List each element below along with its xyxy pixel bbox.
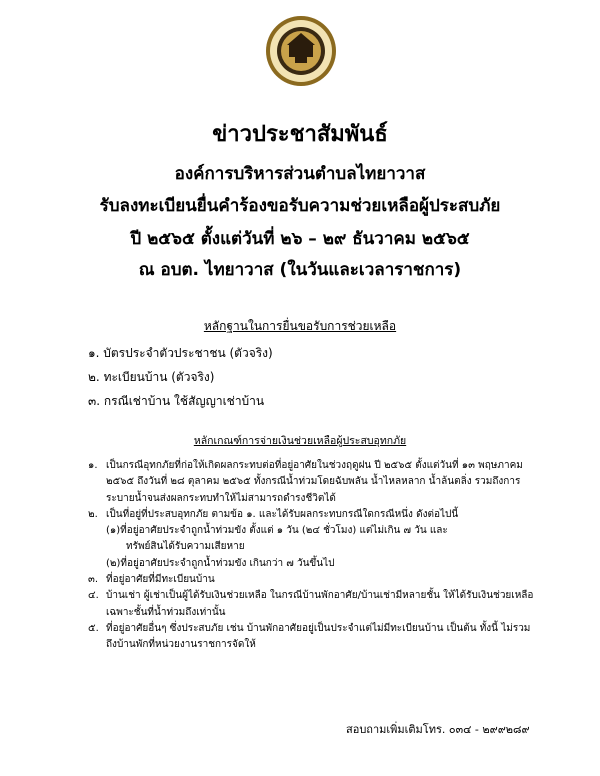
list-item: ๔. บ้านเช่า ผู้เช่าเป็นผู้ได้รับเงินช่วยเหลือ ในกรณีบ้านพักอาศัย/บ้านเช่ามีหลายชั้น ให้ได้รับเงินช่วยเหลือเฉพาะชั้นที่น้ำท่วมถึงเท่านั้น [88,590,534,618]
criteria-section-title: หลักเกณฑ์การจ่ายเงินช่วยเหลือผู้ประสบอุทกภัย [193,435,407,447]
seal-icon [265,15,337,87]
documents-section-title: หลักฐานในการยื่นขอรับการช่วยเหลือ [203,319,397,333]
announcement-subject: รับลงทะเบียนยื่นคำร้องขอรับความช่วยเหลือผู้ประสบภัย [99,196,501,216]
list-item: ๓. กรณีเช่าบ้าน ใช้สัญญาเช่าบ้าน [88,394,265,408]
list-sub-item: (๑)ที่อยู่อาศัยประจำถูกน้ำท่วมขัง ตั้งแต่ ๑ วัน (๒๔ ชั่วโมง) แต่ไม่เกิน ๗ วัน และ [106,525,448,537]
list-item: ๒. ทะเบียนบ้าน (ตัวจริง) [88,370,215,384]
list-sub-item: ทรัพย์สินได้รับความเสียหาย [126,541,245,553]
list-item: ๑. เป็นกรณีอุทกภัยที่ก่อให้เกิดผลกระทบต่อที่อยู่อาศัยในช่วงฤดูฝน ปี ๒๕๖๕ ตั้งแต่วันที่ ๑๓ พฤษภาคม ๒๕๖๕ ถึงวันที่ ๒๘ ตุลาคม ๒๕๖๕ ทั้งกรณีน้ำท่วมโดยฉับพลัน น้ำไหลหลาก น้ำล้นตลิ่ง รวมถึงการระบายน้ำจนส่งผลกระทบทำให้ไม่สามารถดำรงชีวิตได้ [88,460,523,504]
organization-name: องค์การบริหารส่วนตำบลไทยาวาส [174,164,426,184]
criteria-list [88,458,538,654]
list-item: ๓. ที่อยู่อาศัยที่มีทะเบียนบ้าน [88,574,215,586]
contact-phone: สอบถามเพิ่มเติมโทร. ๐๓๔ - ๒๙๙๒๘๙ [346,723,530,736]
announcement-location: ณ อบต. ไทยาวาส (ในวันและเวลาราชการ) [138,260,462,280]
announcement-dates: ปี ๒๕๖๕ ตั้งแต่วันที่ ๒๖ – ๒๙ ธันวาคม ๒๕๖๕ [130,229,470,249]
list-item: ๕. ที่อยู่อาศัยอื่นๆ ซึ่งประสบภัย เช่น บ้านพักอาศัยอยู่เป็นประจำแต่ไม่มีทะเบียนบ้าน เป็นต้น ทั้งนี้ ไม่รวมถึงบ้านพักที่หน่วยงานราชการจัดให้ [88,622,531,651]
announcement-title: ข่าวประชาสัมพันธ์ [212,122,388,147]
list-item: ๑. บัตรประจำตัวประชาชน (ตัวจริง) [88,346,273,360]
list-sub-item: (๒)ที่อยู่อาศัยประจำถูกน้ำท่วมขัง เกินกว่า ๗ วันขึ้นไป [106,557,335,569]
organization-seal [265,15,337,87]
list-item: ๒. เป็นที่อยู่ที่ประสบอุทกภัย ตามข้อ ๑. และได้รับผลกระทบกรณีใดกรณีหนึ่ง ดังต่อไปนี้ [88,508,459,520]
